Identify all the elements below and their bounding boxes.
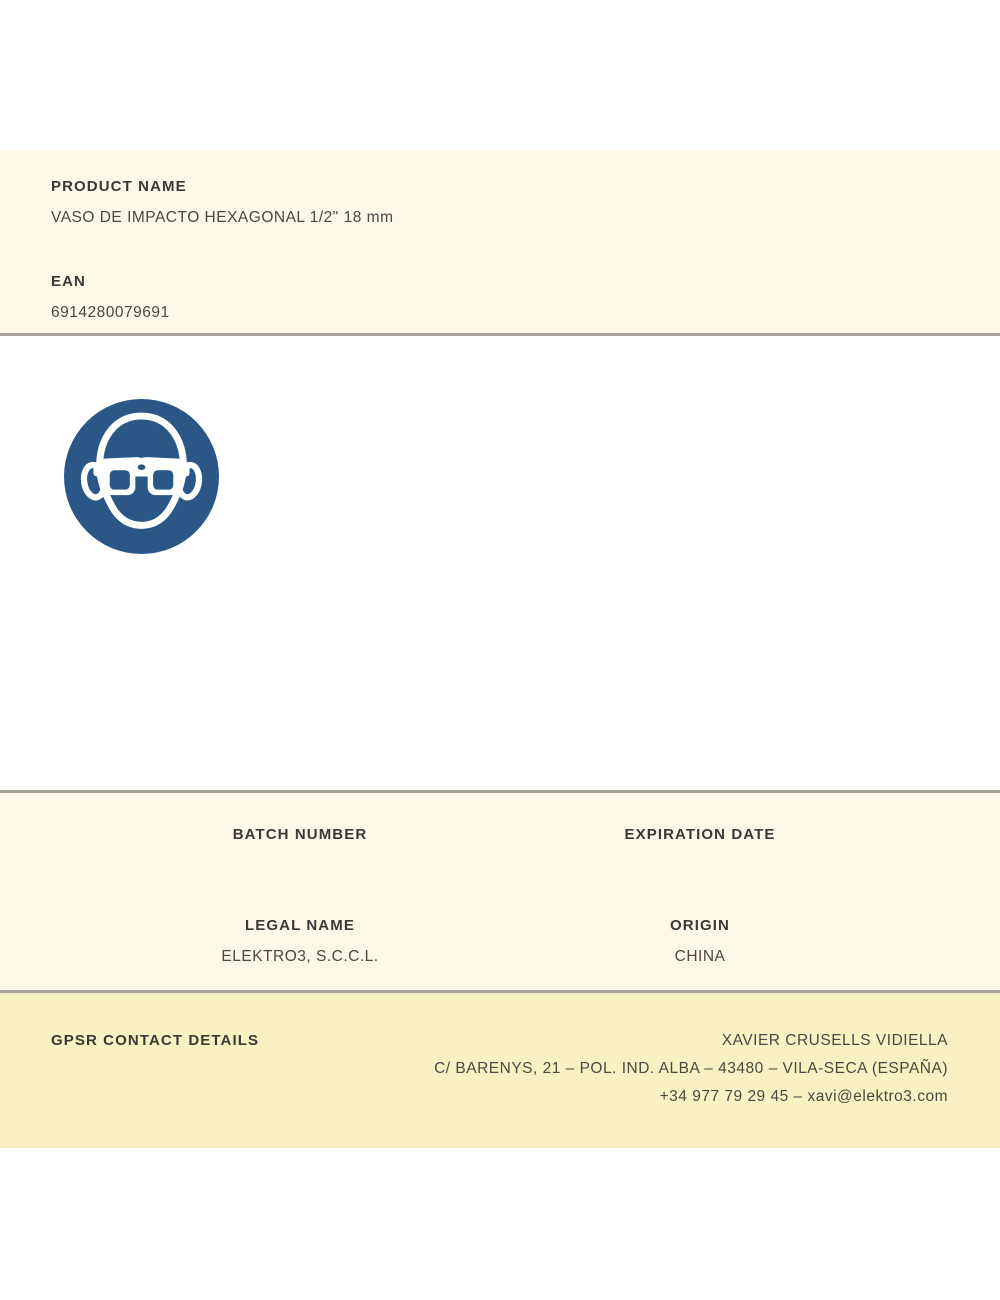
expiration-date-field [500, 826, 900, 857]
gpsr-contact-section [0, 993, 1000, 1148]
product-info-section [0, 150, 1000, 336]
product-name-value: VASO DE IMPACTO HEXAGONAL 1/2" 18 mm [51, 209, 394, 226]
ean-label: EAN [51, 273, 86, 290]
batch-number-label: BATCH NUMBER [232, 826, 368, 843]
origin-value: CHINA [674, 948, 726, 965]
origin-field [500, 917, 900, 966]
eye-protection-icon [64, 398, 219, 555]
product-name-label: PRODUCT NAME [51, 178, 187, 195]
batch-number-field [100, 826, 500, 857]
gpsr-contact-block [434, 1027, 948, 1111]
legal-name-field [100, 917, 500, 966]
contact-person: XAVIER CRUSELLS VIDIELLA [721, 1032, 948, 1049]
origin-label: ORIGIN [670, 917, 730, 934]
legal-name-value: ELEKTRO3, S.C.C.L. [221, 948, 379, 965]
contact-address: C/ BARENYS, 21 – POL. IND. ALBA – 43480 – VILA-SECA (ESPAÑA) [434, 1060, 948, 1077]
legal-name-label: LEGAL NAME [245, 917, 355, 934]
contact-phone-email: +34 977 79 29 45 – xavi@elektro3.com [659, 1088, 948, 1105]
batch-info-section [0, 790, 1000, 993]
expiration-date-label: EXPIRATION DATE [624, 826, 776, 843]
gpsr-contact-label: GPSR CONTACT DETAILS [51, 1032, 260, 1049]
ean-value: 6914280079691 [51, 304, 170, 321]
